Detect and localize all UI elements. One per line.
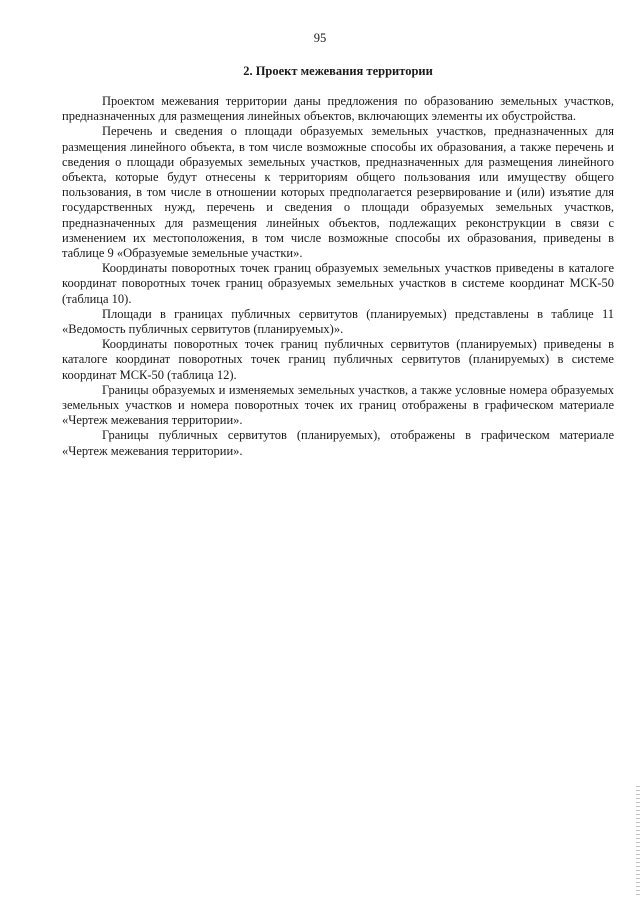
paragraph: Координаты поворотных точек границ образуемых земельных участков приведены в каталоге координат поворотных точек границ образуемых земельных участков в системе координат МСК-50 (таблица 10). [62, 261, 614, 306]
paragraph: Границы публичных сервитутов (планируемых), отображены в графическом материале «Чертеж межевания территории». [62, 428, 614, 458]
paragraph: Проектом межевания территории даны предложения по образованию земельных участков, предназначенных для размещения линейных объектов, включающих элементы их обустройства. [62, 94, 614, 124]
paragraph: Перечень и сведения о площади образуемых земельных участков, предназначенных для размещения линейного объекта, в том числе возможные способы их образования, а также перечень и сведения о площади образуемых земельных участков, предназначенных для размещения линейного объекта, которые будут отнесены к территориям общего пользования или имуществу общего пользования, в том числе в отношении которых предполагается резервирование и (или) изъятие для государственных нужд, перечень и сведения о площади образуемых земельных участков, предназначенных для размещения линейных объектов, подлежащих реконструкции в связи с изменением их местоположения, в том числе возможные способы их образования, приведены в таблице 9 «Образуемые земельные участки». [62, 124, 614, 261]
paragraph: Координаты поворотных точек границ публичных сервитутов (планируемых) приведены в каталоге координат поворотных точек границ публичных сервитутов (планируемых) в системе координат МСК-50 (таблица 12). [62, 337, 614, 382]
paragraph: Границы образуемых и изменяемых земельных участков, а также условные номера образуемых земельных участков и номера поворотных точек их границ отображены в графическом материале «Чертеж межевания территории». [62, 382, 614, 428]
section-body [62, 94, 614, 459]
section-title: 2. Проект межевания территории [243, 64, 433, 78]
paragraph: Площади в границах публичных сервитутов (планируемых) представлены в таблице 11 «Ведомость публичных сервитутов (планируемых)». [62, 306, 614, 337]
scan-edge-marks [636, 786, 640, 896]
page-number: 95 [313, 31, 327, 45]
